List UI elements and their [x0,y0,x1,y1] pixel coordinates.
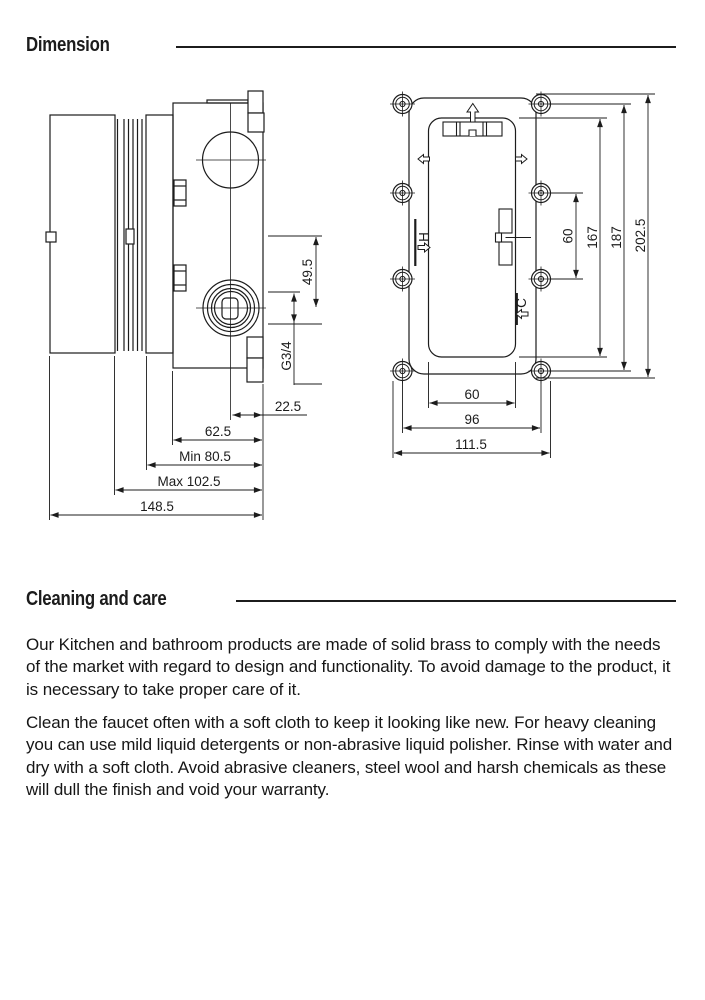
valve-collar [146,115,173,353]
side-view [46,91,264,382]
dim-label-holes-v: 187 [609,226,624,249]
hot-port-label: H [416,232,432,242]
cleaning-section-title: Cleaning and care [26,588,167,610]
dim-label-total-depth: 148.5 [140,499,174,514]
plaster-cover [50,115,115,353]
cold-port-label: C [514,298,529,308]
outlet-opening [222,298,238,319]
dim-label-min-depth: Min 80.5 [179,449,231,464]
thread-detail [126,229,134,244]
cleaning-paragraph-2: Clean the faucet often with a soft cloth to keep it looking like new. For heavy cleaning you can use mild liquid detergents or non-abrasive liquid polisher. Rinse with water and dry with a soft cloth. Avoid abrasive cleaners, steel wool and harsh chemicals as these will dull the finish and void your warranty. [26,713,673,799]
body-top-step [207,100,248,103]
bottom-flange [247,337,263,358]
top-bracket [443,122,502,136]
dim-label-body-depth: 62.5 [204,424,232,439]
cleaning-paragraph-1: Our Kitchen and bathroom products are made of solid brass to comply with the needs of the market with regard to design and functionality. To avoid damage to the product, it is necessary to take proper care of it. [26,635,671,699]
dim-label-thread-size: G3/4 [279,341,294,371]
cover-notch [46,232,56,242]
dimension-section-title: Dimension [26,34,110,56]
dim-label-outlet-height: 49.5 [300,258,315,286]
top-flange [248,91,263,113]
cleaning-title-rule [236,600,676,602]
dim-label-opening-height: 167 [585,226,600,249]
dim-label-holes-w: 96 [464,412,480,427]
clip-lower [174,265,186,291]
dim-label-opening-width: 60 [464,387,480,402]
dim-label-total-height: 202.5 [633,218,648,253]
front-view [390,92,554,384]
clip-upper [174,180,186,206]
dim-label-max-depth: Max 102.5 [157,474,221,489]
plate-opening [429,118,516,357]
dim-label-total-width: 111.5 [455,437,487,452]
dim-label-outlet-offset: 22.5 [274,399,302,414]
dim-label-mid-holes-v: 60 [560,228,576,244]
